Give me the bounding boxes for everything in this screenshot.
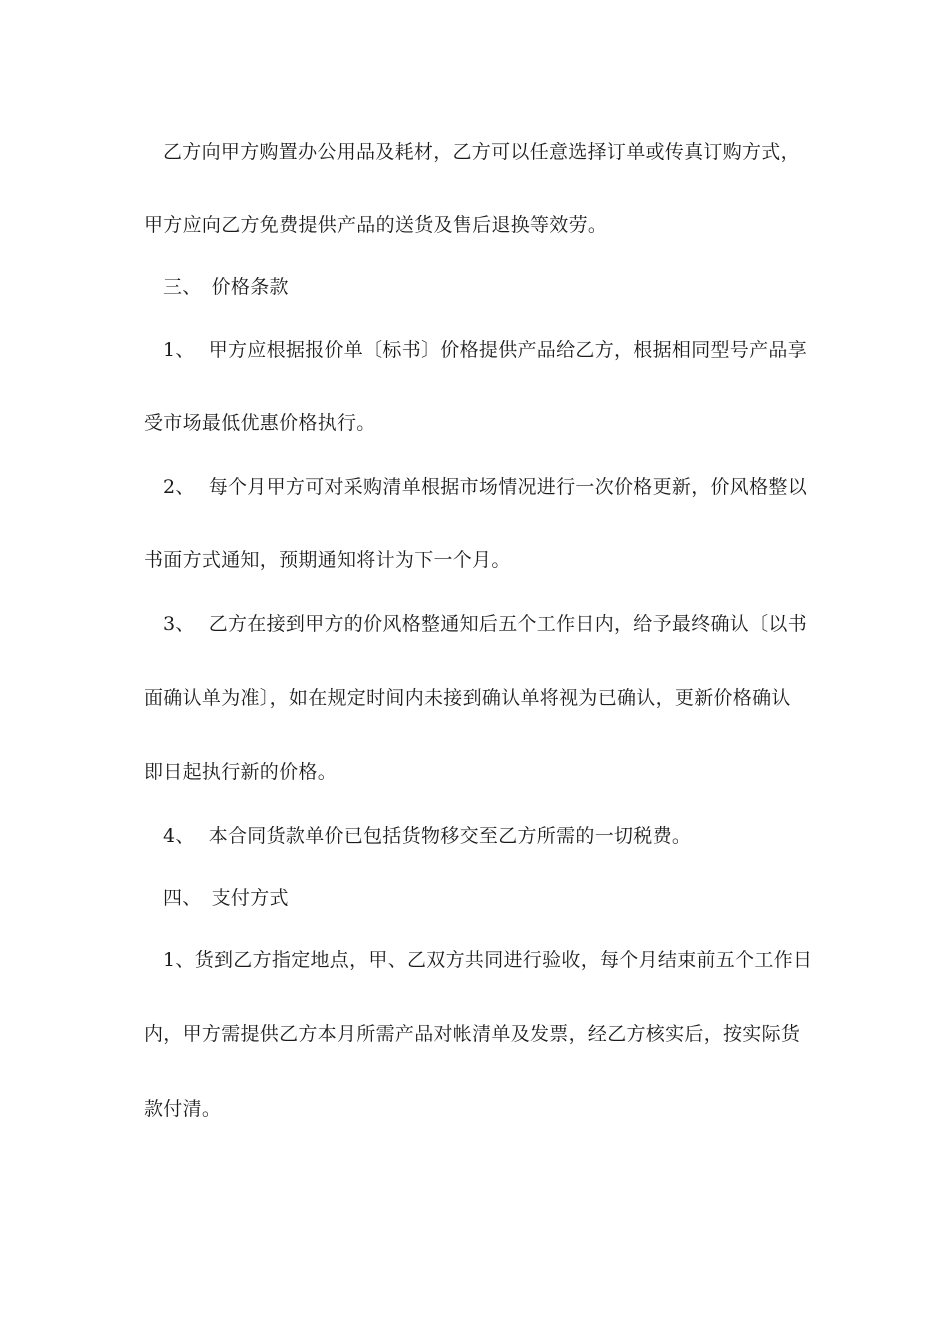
list-item-line — [163, 948, 812, 972]
list-item-line — [144, 1097, 221, 1121]
list-item-line — [163, 612, 807, 636]
text: 书面方式通知，预期通知将计为下一个月。 — [144, 549, 511, 571]
section-heading — [163, 275, 289, 299]
item-number: 1 — [163, 949, 176, 971]
section-heading — [163, 886, 289, 910]
item-number: 3、 — [163, 613, 195, 635]
list-item-line — [144, 1022, 800, 1046]
paragraph-line — [144, 213, 607, 237]
paragraph-line — [163, 140, 800, 164]
section-number: 四、 — [163, 887, 202, 909]
section-title: 支付方式 — [211, 887, 289, 909]
list-item-line — [163, 338, 807, 362]
list-item-line — [144, 411, 376, 435]
text: 面确认单为准〕，如在规定时间内未接到确认单将视为已确认，更新价格确认 — [144, 687, 791, 709]
text: 即日起执行新的价格。 — [144, 761, 338, 783]
item-number: 2、 — [163, 476, 195, 498]
text: 甲方应向乙方免费提供产品的送货及售后退换等效劳。 — [144, 214, 608, 236]
item-number: 4、 — [163, 825, 195, 847]
text: 、货到乙方指定地点，甲、乙双方共同进行验收，每个月结束前五个工作日 — [175, 949, 813, 971]
section-title: 价格条款 — [211, 276, 289, 298]
list-item-line — [144, 686, 791, 710]
list-item-line — [144, 760, 337, 784]
list-item-line — [144, 548, 511, 572]
text: 款付清。 — [144, 1098, 222, 1120]
text: 乙方向甲方购置办公用品及耗材，乙方可以任意选择订单或传真订购方式， — [163, 141, 800, 163]
text: 本合同货款单价已包括货物移交至乙方所需的一切税费。 — [208, 825, 692, 847]
text: 甲方应根据报价单〔标书〕价格提供产品给乙方，根据相同型号产品享 — [208, 339, 808, 361]
text: 受市场最低优惠价格执行。 — [144, 412, 376, 434]
list-item-line — [163, 475, 807, 499]
item-number: 1、 — [163, 339, 195, 361]
list-item-line — [163, 824, 691, 848]
section-number: 三、 — [163, 276, 202, 298]
text: 乙方在接到甲方的价风格整通知后五个工作日内，给予最终确认〔以书 — [208, 613, 808, 635]
text: 内，甲方需提供乙方本月所需产品对帐清单及发票，经乙方核实后，按实际货 — [144, 1023, 801, 1045]
text: 每个月甲方可对采购清单根据市场情况进行一次价格更新，价风格整以 — [208, 476, 808, 498]
